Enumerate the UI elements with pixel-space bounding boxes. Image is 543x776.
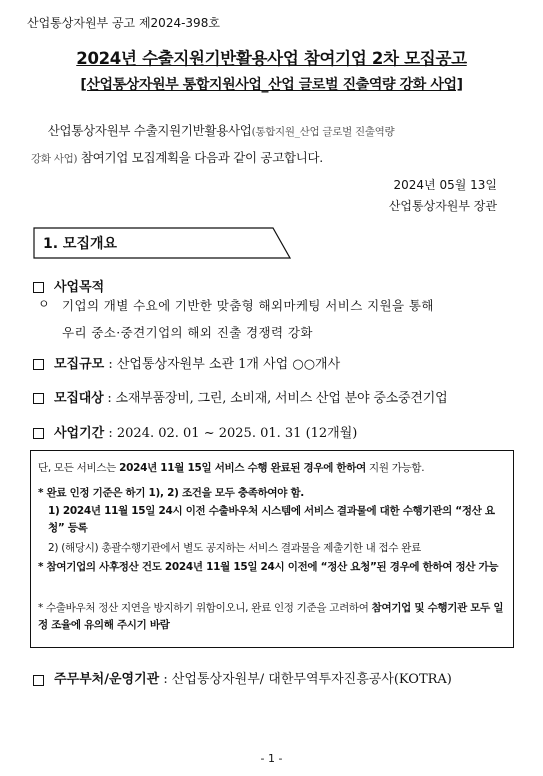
period-value: : 2024. 02. 01 ~ 2025. 01. 31 (12개월) [104,426,358,441]
checkbox-square-icon [33,675,44,686]
note-line-6: * 수출바우처 정산 지연을 방지하기 위함이오니, 완료 인정 기준을 고려하여 참여기업 및 수행기관 모두 일정 조율에 유의해 주시기 바람 [38,602,504,631]
checkbox-square-icon [33,359,44,370]
checkbox-square-icon [33,393,44,404]
recruit-scale [54,353,340,372]
page-number: - 1 - [260,752,283,765]
scale-value: : 산업통상자원부 소관 1개 사업 ○○개사 [104,357,341,372]
recruit-target [54,387,447,406]
intro-text-3: 강화 사업) [31,153,78,165]
purpose-line-2: 우리 중소·중견기업의 해외 진출 경쟁력 강화 [62,325,313,340]
checkbox-square-icon [33,282,44,293]
bullet-circle-icon: ㅇ [38,297,50,311]
intro-text-2: (통합지원_산업 글로벌 진출역량 [251,126,395,138]
note-line-1: 단, 모든 서비스는 2024년 11월 15일 서비스 수행 완료된 경우에 한하여 지원 가능함. [38,462,425,474]
page-subtitle: [산업통상자원부 통합지원사업_산업 글로벌 진출역량 강화 사업] [80,77,463,93]
intro-text-1: 산업통상자원부 수출지원기반활용사업 [47,123,252,138]
note-line-4: 2) (해당시) 총괄수행기관에서 별도 공지하는 서비스 결과물을 제출기한 내 접수 완료 [48,542,421,554]
purpose-text [62,292,512,346]
note-line-5: * 참여기업의 사후정산 건도 2024년 11월 15일 24시 이전에 “정산 요청”된 경우에 한하여 정산 가능 [38,561,499,573]
scale-label: 모집규모 [54,357,105,372]
dept-value: : 산업통상자원부/ 대한무역투자진흥공사(KOTRA) [159,672,452,687]
notice-date: 2024년 05월 13일 [393,178,497,192]
note-line-3: 1) 2024년 11월 15일 24시 이전 수출바우처 시스템에 서비스 결과물에 대한 수행기관의 “정산 요청” 등록 [48,505,495,534]
note-line-2: * 완료 인정 기준은 하기 1), 2) 조건을 모두 충족하여야 함. [38,487,304,499]
checkbox-square-icon [33,428,44,439]
project-period [54,422,357,441]
intro-text-4: 참여기업 모집계획을 다음과 같이 공고합니다. [77,150,323,165]
dept-label: 주무부처/운영기관 [54,672,160,687]
purpose-heading: 사업목적 [54,280,105,295]
operating-agency [54,668,452,687]
purpose-line-1: 기업의 개별 수요에 기반한 맞춤형 해외마케팅 서비스 지원을 통해 [62,298,434,313]
section-1-title: 1. 모집개요 [43,236,118,252]
period-label: 사업기간 [54,426,105,441]
issuing-org: 산업통상자원부 장관 [388,199,497,213]
page-title: 2024년 수출지원기반활용사업 참여기업 2차 모집공고 [76,49,467,68]
intro-paragraph [33,118,511,172]
target-label: 모집대상 [54,391,104,406]
notice-number: 산업통상자원부 공고 제2024-398호 [27,16,220,30]
target-value: : 소재부품장비, 그린, 소비재, 서비스 산업 분야 중소중견기업 [103,391,448,406]
